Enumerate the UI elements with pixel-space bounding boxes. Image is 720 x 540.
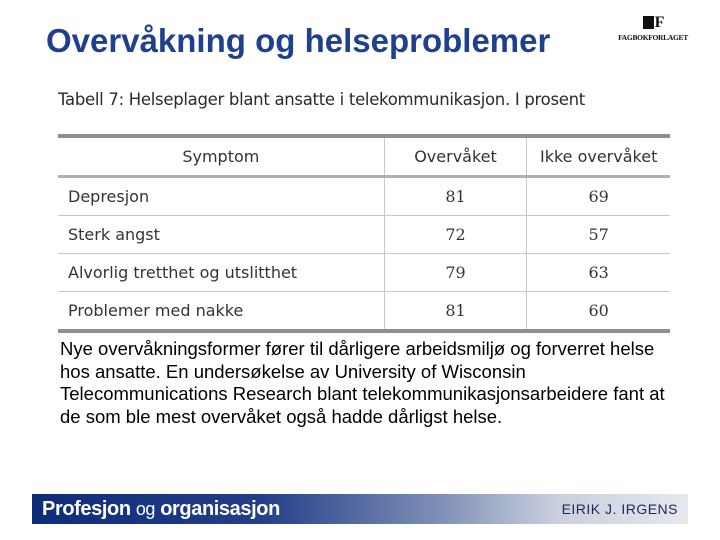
table-caption: Tabell 7: Helseplager blant ansatte i telekommunikasjon. I prosent [58,90,585,109]
table-row [58,177,670,216]
cell-overvaket: 81 [384,292,527,330]
slide-title: Overvåkning og helseproblemer [46,22,551,59]
cell-overvaket: 79 [384,254,527,292]
body-text: Nye overvåkningsformer fører til dårligere arbeidsmiljø og forverret helse hos ansatte. En undersøkelse av University of Wisconsin Telecommunications Research blant telekommunikasjonsarbeidere fant at de som ble mest overvåket også hadde dårligst helse. [60,338,665,427]
header-ikke-overvaket: Ikke overvåket [527,138,670,177]
cell-ikke-overvaket: 69 [527,177,670,216]
logo-mark [643,14,664,32]
footer-title-part-2: og [135,498,156,519]
table-row [58,254,670,292]
header-symptom: Symptom [58,138,384,177]
health-table [58,134,670,333]
header-overvaket: Overvåket [384,138,527,177]
cell-overvaket: 72 [384,216,527,254]
cell-ikke-overvaket: 60 [527,292,670,330]
book-icon [643,16,654,29]
footer-author: EIRIK J. IRGENS [561,501,678,517]
table-row [58,292,670,330]
cell-ikke-overvaket: 63 [527,254,670,292]
cell-symptom: Sterk angst [58,216,384,254]
footer-book-title [32,498,280,521]
cell-symptom: Alvorlig tretthet og utslitthet [58,254,384,292]
footer-title-part-1: Profesjon [42,497,131,520]
footer-title-part-3: organisasjon [160,497,280,520]
table-row [58,216,670,254]
footer-bar [32,494,688,524]
cell-symptom: Depresjon [68,187,150,206]
cell-symptom: Problemer med nakke [58,292,384,330]
logo-letter: F [654,14,664,31]
table-header-row [58,138,670,177]
logo-text: FAGBOKFORLAGET [618,33,688,42]
cell-ikke-overvaket: 57 [527,216,670,254]
cell-overvaket: 81 [384,177,527,216]
publisher-logo [620,14,686,48]
